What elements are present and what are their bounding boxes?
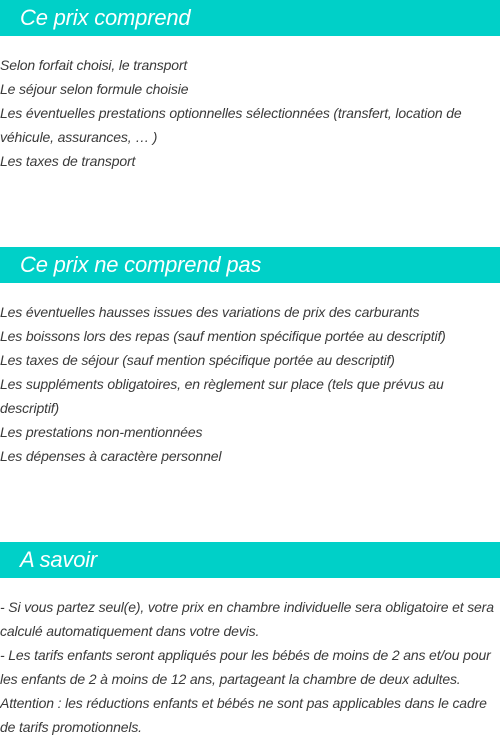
section-list [0, 36, 500, 173]
section-list [0, 283, 500, 468]
section-title: A savoir [20, 547, 98, 572]
list-item: Les boissons lors des repas (sauf mention spécifique portée au descriptif) [0, 328, 446, 344]
section-header [0, 542, 500, 578]
list-item: Le séjour selon formule choisie [0, 81, 189, 97]
list-item: Les suppléments obligatoires, en règlement sur place (tels que prévus au descriptif) [0, 376, 444, 416]
section-price-excludes [0, 247, 500, 468]
list-item: Les éventuelles hausses issues des variations de prix des carburants [0, 304, 420, 320]
list-item: Attention : les réductions enfants et bébés ne sont pas applicables dans le cadre de tarifs promotionnels. [0, 695, 487, 735]
list-item: Les taxes de séjour (sauf mention spécifique portée au descriptif) [0, 352, 395, 368]
list-item: - Les tarifs enfants seront appliqués pour les bébés de moins de 2 ans et/ou pour les enfants de 2 à moins de 12 ans, partageant la chambre de deux adultes. [0, 647, 491, 687]
section-price-includes [0, 0, 500, 173]
list-item: Les dépenses à caractère personnel [0, 448, 222, 464]
list-item: - Si vous partez seul(e), votre prix en chambre individuelle sera obligatoire et sera calculé automatiquement dans votre devis. [0, 599, 494, 639]
list-item: Les éventuelles prestations optionnelles sélectionnées (transfert, location de véhicule, assurances, … ) [0, 105, 462, 145]
list-item: Selon forfait choisi, le transport [0, 57, 188, 73]
section-header [0, 247, 500, 283]
section-title: Ce prix ne comprend pas [20, 252, 262, 277]
section-title: Ce prix comprend [20, 5, 191, 30]
list-item: Les prestations non-mentionnées [0, 424, 203, 440]
section-good-to-know [0, 542, 500, 739]
list-item: Les taxes de transport [0, 153, 136, 169]
section-header [0, 0, 500, 36]
section-list [0, 578, 500, 739]
